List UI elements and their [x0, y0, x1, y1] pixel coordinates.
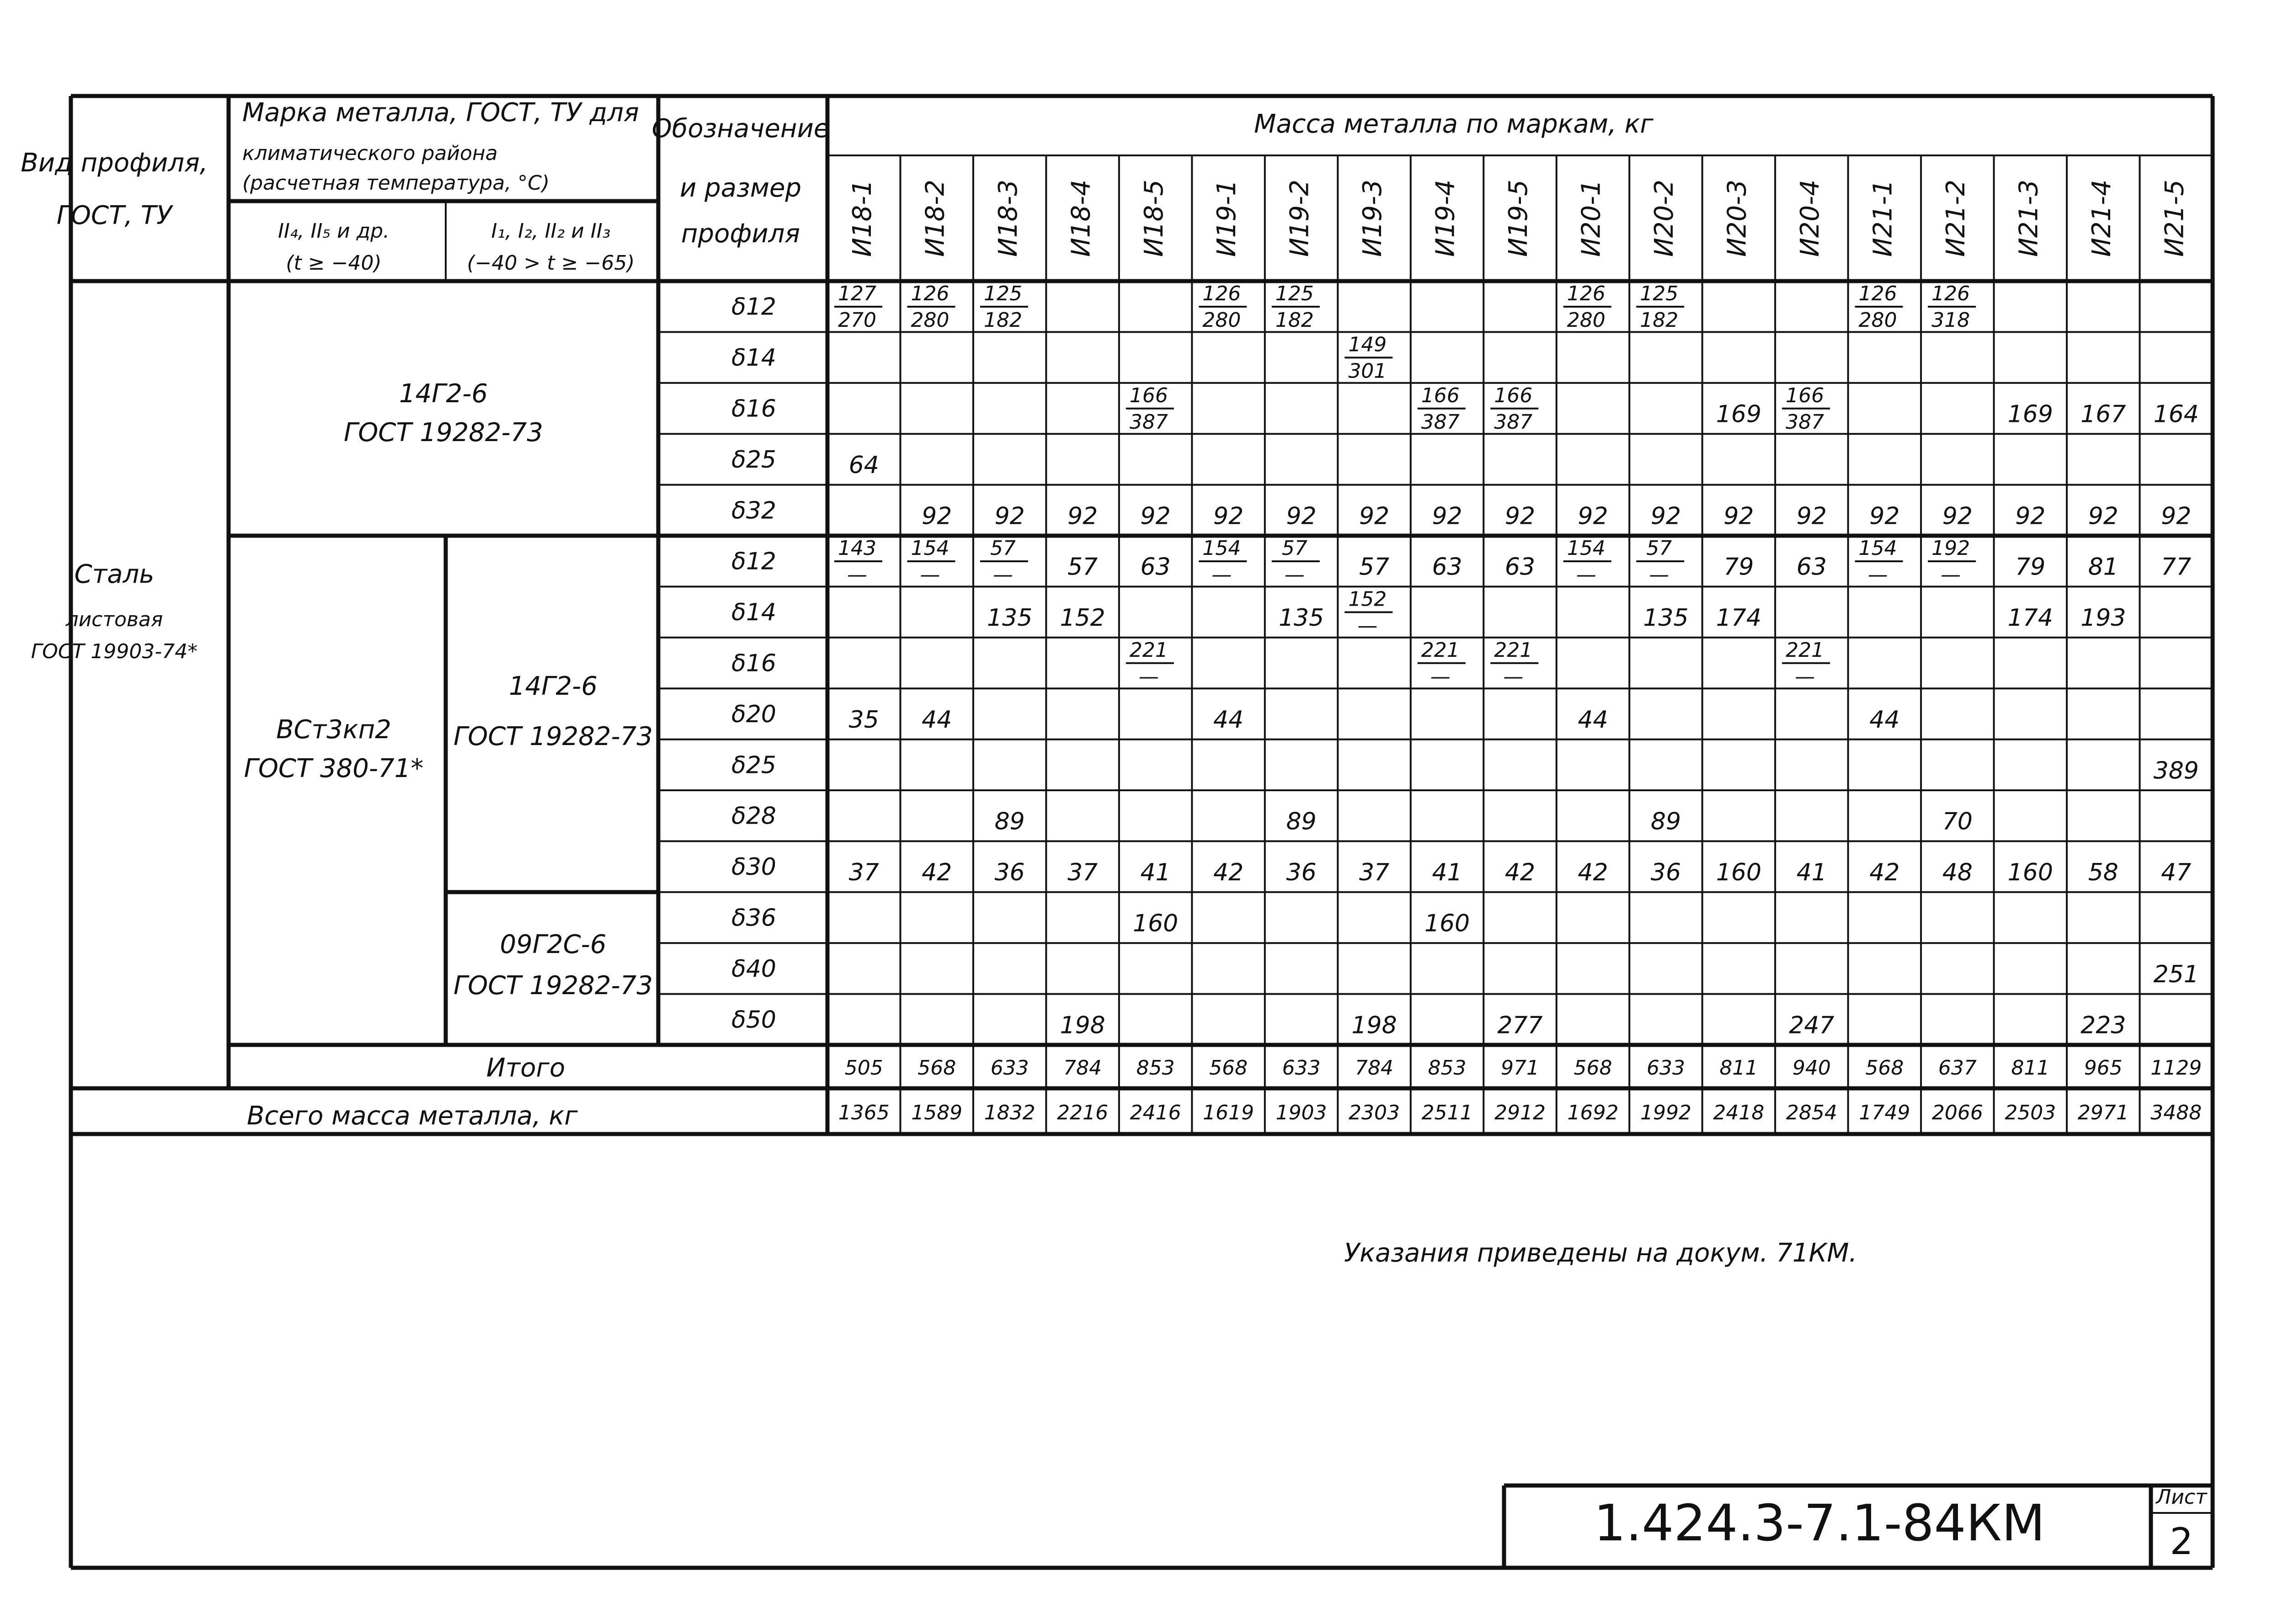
- itogo-value: 784: [1355, 1056, 1394, 1080]
- mark-header: И20-1: [1576, 180, 1606, 257]
- itogo-value: 971: [1501, 1056, 1539, 1080]
- cell-numerator: 221: [1494, 638, 1533, 662]
- cell-value: 135: [1643, 604, 1689, 632]
- itogo-value: 811: [1719, 1056, 1758, 1080]
- mark-header: И18-4: [1066, 180, 1096, 257]
- cell-denominator: —: [847, 563, 867, 586]
- col-profile-line1: Обозначение: [651, 114, 830, 144]
- mark-header: И19-4: [1430, 180, 1461, 257]
- cell-denominator: 182: [983, 309, 1022, 332]
- cell-value: 79: [2015, 553, 2046, 581]
- cell-value: 251: [2153, 960, 2199, 988]
- vsego-value: 2511: [1421, 1101, 1473, 1124]
- cell-value: 92: [1650, 502, 1681, 530]
- cell-numerator: 221: [1129, 638, 1168, 662]
- profile-label: δ14: [731, 599, 776, 627]
- cell-value: 89: [994, 808, 1025, 836]
- cell-value: 36: [1650, 859, 1681, 887]
- cell-value: 167: [2080, 400, 2126, 428]
- cell-value: 92: [922, 502, 952, 530]
- cell-denominator: —: [1211, 563, 1232, 586]
- cell-value: 89: [1286, 808, 1317, 836]
- mark-header: И20-3: [1722, 180, 1752, 257]
- profile-type-line3: ГОСТ 19903-74*: [31, 640, 198, 663]
- cell-value: 160: [1424, 910, 1470, 937]
- cell-value: 92: [1140, 502, 1171, 530]
- cell-value: 64: [848, 451, 879, 479]
- cell-numerator: 126: [1567, 282, 1606, 305]
- col-grade-header-line2: климатического района: [242, 142, 498, 165]
- vsego-label: Всего масса металла, кг: [247, 1101, 578, 1131]
- cell-value: 152: [1060, 604, 1105, 632]
- cell-value: 41: [1140, 859, 1171, 887]
- group3-line2: ГОСТ 19282-73: [453, 971, 653, 1001]
- cell-value: 77: [2161, 553, 2192, 581]
- vsego-value: 2303: [1349, 1101, 1400, 1124]
- cell-value: 193: [2080, 604, 2126, 632]
- mark-header: И19-1: [1212, 180, 1242, 257]
- mark-header: И19-5: [1504, 180, 1534, 257]
- cell-value: 44: [1213, 706, 1244, 734]
- group3-line1: 09Г2С-6: [500, 930, 607, 959]
- cell-value: 169: [1716, 400, 1762, 428]
- cell-denominator: 318: [1931, 309, 1970, 332]
- cell-numerator: 154: [1202, 537, 1241, 560]
- cell-value: 41: [1796, 859, 1827, 887]
- cell-value: 37: [1067, 859, 1098, 887]
- profile-label: δ32: [731, 497, 776, 525]
- table-text: [731, 180, 2202, 1124]
- profile-label: δ25: [731, 446, 776, 474]
- cell-denominator: 182: [1275, 309, 1314, 332]
- cell-value: 389: [2153, 757, 2199, 785]
- cell-denominator: 182: [1640, 309, 1679, 332]
- vsego-value: 2912: [1494, 1101, 1546, 1124]
- cell-numerator: 154: [1858, 537, 1897, 560]
- profile-label: δ20: [731, 700, 776, 728]
- cell-value: 92: [2015, 502, 2046, 530]
- cell-denominator: —: [1867, 563, 1888, 586]
- cell-value: 47: [2161, 859, 2192, 887]
- cell-value: 92: [1723, 502, 1754, 530]
- mark-header: И18-5: [1139, 180, 1169, 257]
- vsego-value: 2418: [1713, 1101, 1765, 1124]
- profile-type: [31, 559, 198, 663]
- cell-value: 48: [1942, 859, 1973, 887]
- grade-groups: [244, 379, 653, 1001]
- vsego-value: 1992: [1640, 1101, 1691, 1124]
- cell-denominator: —: [920, 563, 940, 586]
- cell-value: 198: [1351, 1012, 1397, 1039]
- mark-header: И21-4: [2086, 180, 2117, 257]
- cell-value: 63: [1504, 553, 1536, 581]
- mark-header: И19-3: [1358, 180, 1388, 257]
- profile-label: δ12: [731, 548, 776, 575]
- cell-value: 42: [1869, 859, 1900, 887]
- cell-value: 169: [2007, 400, 2053, 428]
- cell-value: 42: [1578, 859, 1608, 887]
- cell-denominator: 387: [1129, 410, 1168, 434]
- group2b-line2: ГОСТ 19282-73: [453, 722, 653, 751]
- cell-value: 92: [1359, 502, 1390, 530]
- profile-label: δ14: [731, 344, 776, 372]
- group2b-line1: 14Г2-6: [509, 671, 597, 701]
- itogo-value: 568: [1865, 1056, 1904, 1080]
- cell-value: 198: [1060, 1012, 1105, 1039]
- cell-denominator: —: [1941, 563, 1961, 586]
- cell-value: 63: [1432, 553, 1462, 581]
- cell-value: 63: [1140, 553, 1171, 581]
- cell-denominator: —: [1576, 563, 1596, 586]
- cell-value: 92: [1286, 502, 1317, 530]
- cell-value: 63: [1796, 553, 1827, 581]
- vsego-value: 2216: [1057, 1101, 1109, 1124]
- cell-value: 92: [1578, 502, 1608, 530]
- cell-value: 44: [1869, 706, 1900, 734]
- group1-line2: ГОСТ 19282-73: [344, 418, 543, 447]
- cell-value: 174: [2007, 604, 2053, 632]
- cell-value: 92: [1067, 502, 1098, 530]
- cell-value: 160: [2007, 859, 2053, 887]
- itogo-value: 568: [1574, 1056, 1612, 1080]
- vsego-value: 2971: [2077, 1101, 2129, 1124]
- profile-label: δ36: [731, 904, 776, 932]
- cell-numerator: 126: [1931, 282, 1970, 305]
- mark-header: И18-1: [847, 180, 877, 257]
- cell-denominator: 280: [1202, 309, 1241, 332]
- cell-denominator: 387: [1421, 410, 1460, 434]
- profile-label: δ40: [731, 955, 776, 983]
- cell-numerator: 57: [990, 537, 1016, 560]
- cell-value: 36: [1286, 859, 1317, 887]
- cell-value: 42: [1213, 859, 1244, 887]
- vsego-value: 1692: [1567, 1101, 1619, 1124]
- cell-denominator: —: [1284, 563, 1305, 586]
- itogo-value: 853: [1428, 1056, 1467, 1080]
- cell-numerator: 154: [1567, 537, 1606, 560]
- cell-denominator: —: [1795, 665, 1815, 688]
- cell-value: 160: [1716, 859, 1762, 887]
- vsego-value: 2066: [1931, 1101, 1983, 1124]
- col-grade-b-line1: I₁, I₂, II₂ и II₃: [491, 219, 611, 243]
- vsego-value: 1365: [838, 1101, 890, 1124]
- cell-value: 247: [1789, 1012, 1835, 1039]
- cell-denominator: 387: [1786, 410, 1824, 434]
- mass-title: Масса металла по маркам, кг: [1254, 109, 1654, 139]
- cell-value: 160: [1132, 910, 1179, 937]
- cell-numerator: 166: [1129, 383, 1168, 407]
- cell-value: 92: [1213, 502, 1244, 530]
- cell-denominator: 280: [911, 309, 949, 332]
- vsego-value: 2854: [1786, 1101, 1837, 1124]
- col-grade-a-line1: II₄, II₅ и др.: [277, 219, 390, 243]
- mark-header: И21-1: [1868, 180, 1898, 257]
- itogo-value: 784: [1063, 1056, 1102, 1080]
- col-type-header-line1: Вид профиля,: [21, 148, 208, 178]
- cell-numerator: 221: [1786, 638, 1824, 662]
- itogo-label: Итого: [486, 1053, 565, 1083]
- itogo-value: 637: [1938, 1056, 1977, 1080]
- mark-header: И20-2: [1649, 180, 1680, 257]
- cell-denominator: 387: [1494, 410, 1533, 434]
- col-profile-line2: и размер: [679, 173, 802, 203]
- cell-value: 277: [1497, 1012, 1543, 1039]
- profile-label: δ12: [731, 293, 776, 321]
- cell-denominator: —: [992, 563, 1013, 586]
- cell-value: 92: [1869, 502, 1900, 530]
- cell-numerator: 192: [1931, 537, 1970, 560]
- itogo-value: 633: [990, 1056, 1029, 1080]
- cell-value: 57: [1359, 553, 1390, 581]
- cell-numerator: 125: [983, 282, 1022, 305]
- cell-numerator: 152: [1348, 587, 1387, 611]
- cell-value: 44: [922, 706, 952, 734]
- cell-numerator: 154: [911, 537, 949, 560]
- cell-numerator: 57: [1646, 537, 1672, 560]
- itogo-value: 633: [1282, 1056, 1321, 1080]
- col-grade-a-line2: (t ≥ −40): [286, 251, 382, 275]
- cell-denominator: —: [1503, 665, 1524, 688]
- cell-numerator: 57: [1281, 537, 1307, 560]
- cell-numerator: 125: [1275, 282, 1314, 305]
- cell-value: 35: [848, 706, 879, 734]
- cell-value: 223: [2080, 1012, 2126, 1039]
- cell-value: 89: [1650, 808, 1681, 836]
- mark-header: И18-3: [993, 180, 1023, 257]
- col-profile-line3: профиля: [681, 219, 800, 249]
- cell-value: 70: [1942, 808, 1973, 836]
- col-grade-header-line1: Марка металла, ГОСТ, ТУ для: [242, 98, 639, 128]
- cell-numerator: 166: [1421, 383, 1460, 407]
- itogo-value: 853: [1136, 1056, 1175, 1080]
- vsego-value: 3488: [2150, 1101, 2202, 1124]
- profile-type-line1: Сталь: [74, 559, 155, 589]
- itogo-value: 940: [1792, 1056, 1831, 1080]
- col-type-header-line2: ГОСТ, ТУ: [56, 201, 172, 230]
- cell-value: 92: [2161, 502, 2192, 530]
- note-text: Указания приведены на докум. 71КМ.: [1344, 1238, 1857, 1268]
- cell-numerator: 149: [1348, 333, 1387, 357]
- itogo-value: 965: [2084, 1056, 2123, 1080]
- cell-numerator: 221: [1421, 638, 1460, 662]
- cell-denominator: —: [1357, 614, 1378, 638]
- mark-header: И20-4: [1795, 180, 1825, 257]
- profile-label: δ16: [731, 395, 776, 423]
- itogo-value: 568: [1209, 1056, 1248, 1080]
- cell-value: 37: [848, 859, 879, 887]
- col-grade-header-line3: (расчетная температура, °С): [242, 171, 550, 195]
- cell-value: 92: [1432, 502, 1462, 530]
- cell-denominator: 301: [1348, 359, 1387, 383]
- sheet-number: 2: [2170, 1520, 2193, 1563]
- vsego-value: 1589: [911, 1101, 963, 1124]
- mark-header: И21-2: [1941, 180, 1971, 257]
- cell-denominator: 270: [838, 309, 876, 332]
- profile-label: δ50: [731, 1006, 776, 1034]
- cell-value: 135: [987, 604, 1033, 632]
- cell-value: 92: [1942, 502, 1973, 530]
- cell-value: 37: [1359, 859, 1390, 887]
- cell-denominator: —: [1430, 665, 1451, 688]
- cell-numerator: 126: [911, 282, 949, 305]
- cell-numerator: 127: [838, 282, 876, 305]
- profile-label: δ30: [731, 853, 776, 881]
- mark-header: И19-2: [1285, 180, 1315, 257]
- cell-value: 135: [1278, 604, 1324, 632]
- vsego-value: 2416: [1130, 1101, 1181, 1124]
- cell-value: 58: [2088, 859, 2118, 887]
- cell-value: 79: [1723, 553, 1754, 581]
- cell-value: 44: [1578, 706, 1608, 734]
- sheet-label: Лист: [2156, 1486, 2207, 1509]
- cell-denominator: 280: [1858, 309, 1897, 332]
- cell-numerator: 143: [838, 537, 876, 560]
- cell-value: 36: [994, 859, 1025, 887]
- group2a-line2: ГОСТ 380-71*: [244, 754, 424, 783]
- cell-value: 92: [994, 502, 1025, 530]
- itogo-value: 505: [844, 1056, 883, 1080]
- cell-denominator: 280: [1567, 309, 1606, 332]
- itogo-value: 1129: [2150, 1056, 2202, 1080]
- cell-denominator: —: [1138, 665, 1159, 688]
- mark-header: И18-2: [920, 180, 950, 257]
- cell-numerator: 166: [1786, 383, 1824, 407]
- cell-value: 81: [2088, 553, 2118, 581]
- group1-line1: 14Г2-6: [399, 379, 488, 409]
- cell-value: 42: [922, 859, 952, 887]
- cell-numerator: 166: [1494, 383, 1533, 407]
- itogo-value: 568: [917, 1056, 956, 1080]
- profile-label: δ28: [731, 802, 776, 830]
- cell-value: 92: [2088, 502, 2118, 530]
- cell-denominator: —: [1649, 563, 1670, 586]
- cell-numerator: 126: [1202, 282, 1241, 305]
- itogo-value: 811: [2011, 1056, 2050, 1080]
- vsego-value: 1832: [984, 1101, 1035, 1124]
- cell-numerator: 126: [1858, 282, 1897, 305]
- vsego-value: 2503: [2005, 1101, 2056, 1124]
- cell-numerator: 125: [1640, 282, 1679, 305]
- cell-value: 41: [1432, 859, 1462, 887]
- group2a-line1: ВСт3кп2: [276, 715, 391, 745]
- cell-value: 92: [1504, 502, 1536, 530]
- cell-value: 42: [1504, 859, 1536, 887]
- vsego-value: 1749: [1859, 1101, 1910, 1124]
- profile-label: δ16: [731, 650, 776, 677]
- mark-header: И21-5: [2160, 180, 2190, 257]
- itogo-value: 633: [1646, 1056, 1685, 1080]
- vsego-value: 1619: [1203, 1101, 1254, 1124]
- cell-value: 57: [1067, 553, 1098, 581]
- mark-header: И21-3: [2014, 180, 2044, 257]
- cell-value: 92: [1796, 502, 1827, 530]
- header: [21, 98, 1654, 275]
- cell-value: 174: [1716, 604, 1762, 632]
- profile-type-line2: листовая: [65, 608, 163, 631]
- title-block: [1594, 1486, 2208, 1563]
- document-code: 1.424.3-7.1-84КМ: [1594, 1494, 2045, 1552]
- profile-label: δ25: [731, 751, 776, 779]
- cell-value: 164: [2153, 400, 2199, 428]
- vsego-value: 1903: [1275, 1101, 1327, 1124]
- col-grade-b-line2: (−40 > t ≥ −65): [467, 251, 635, 275]
